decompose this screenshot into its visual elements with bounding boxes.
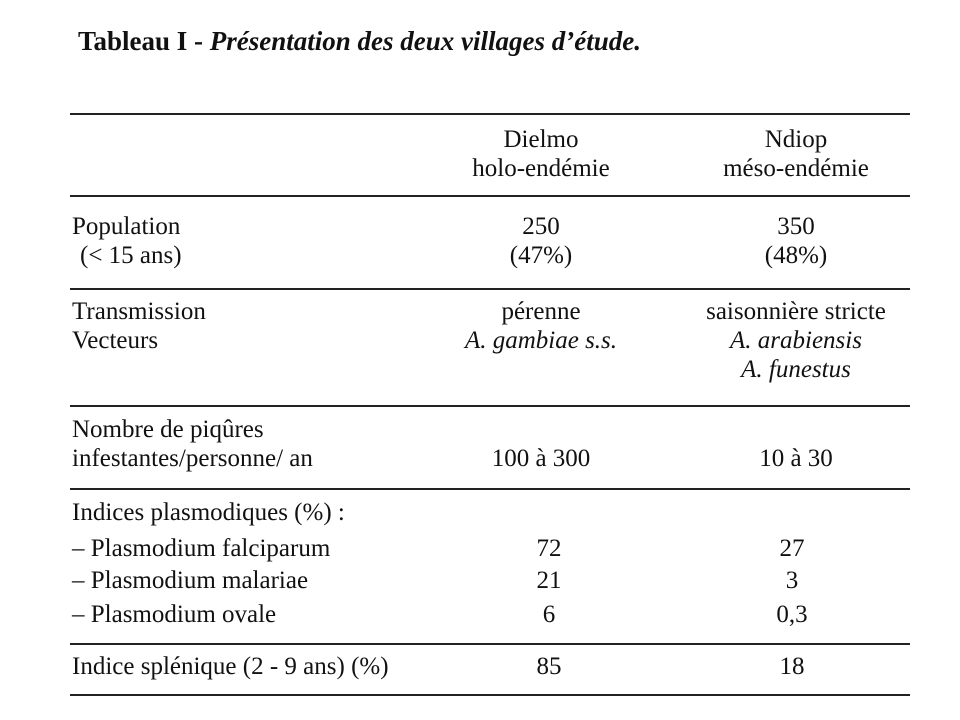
indices-rule: [70, 643, 910, 645]
piqures-label-line2: infestantes/personne/ an: [72, 445, 313, 472]
transmission-rule: [70, 405, 910, 407]
indices-row-dielmo: 6: [542, 601, 556, 628]
transmission-label: Transmission: [72, 298, 206, 325]
population-ndiop: [672, 212, 920, 270]
population-label-sub: (< 15 ans): [80, 242, 182, 269]
indices-heading: Indices plasmodiques (%) :: [72, 499, 345, 526]
vecteurs-dielmo-value: A. gambiae s.s.: [464, 327, 618, 354]
top-rule: [70, 113, 910, 115]
population-label: [72, 212, 182, 270]
indices-row-dielmo: 21: [536, 567, 562, 594]
splenique-label: Indice splénique (2 - 9 ans) (%): [72, 653, 389, 680]
population-ndiop-value: 350: [777, 213, 815, 240]
transmission-dielmo: [410, 297, 672, 355]
indices-row-ndiop: 0,3: [776, 601, 808, 628]
population-label-main: Population: [72, 213, 181, 240]
indices-row-ndiop: 27: [779, 535, 805, 562]
indices-row-label: – Plasmodium ovale: [72, 601, 277, 628]
piqures-label: [72, 415, 313, 473]
indices-row-label: – Plasmodium malariae: [72, 567, 309, 594]
title-lead: Tableau I -: [78, 26, 210, 56]
population-dielmo: [410, 212, 672, 270]
table-title: [78, 24, 641, 58]
piqures-ndiop: 10 à 30: [759, 445, 833, 472]
header-ndiop: [672, 125, 920, 183]
title-italic: Présentation des deux villages d’étude.: [209, 26, 642, 56]
population-rule: [70, 288, 910, 290]
population-dielmo-value: 250: [522, 213, 560, 240]
vecteurs-ndiop-value-1: A. arabiensis: [730, 327, 862, 354]
transmission-label-block: [72, 297, 206, 355]
vecteurs-label: Vecteurs: [72, 327, 159, 354]
header-ndiop-sub: méso-endémie: [723, 155, 869, 182]
population-dielmo-pct: (47%): [509, 242, 573, 269]
transmission-ndiop: [672, 297, 920, 384]
transmission-dielmo-value: pérenne: [501, 298, 581, 325]
header-dielmo: [410, 125, 672, 183]
header-rule: [70, 195, 910, 197]
population-ndiop-pct: (48%): [764, 242, 828, 269]
splenique-ndiop: 18: [779, 653, 805, 680]
piqures-rule: [70, 488, 910, 490]
bottom-rule: [70, 694, 910, 696]
transmission-ndiop-value: saisonnière stricte: [706, 298, 886, 325]
indices-row-dielmo: 72: [536, 535, 562, 562]
vecteurs-ndiop-value-2: A. funestus: [741, 356, 851, 383]
header-ndiop-name: Ndiop: [764, 126, 828, 153]
header-dielmo-sub: holo-endémie: [472, 155, 610, 182]
indices-row-ndiop: 3: [785, 567, 799, 594]
indices-row-label: – Plasmodium falciparum: [72, 535, 331, 562]
piqures-label-line1: Nombre de piqûres: [72, 416, 264, 443]
header-dielmo-name: Dielmo: [503, 126, 579, 153]
splenique-dielmo: 85: [536, 653, 562, 680]
piqures-dielmo: 100 à 300: [491, 445, 591, 472]
